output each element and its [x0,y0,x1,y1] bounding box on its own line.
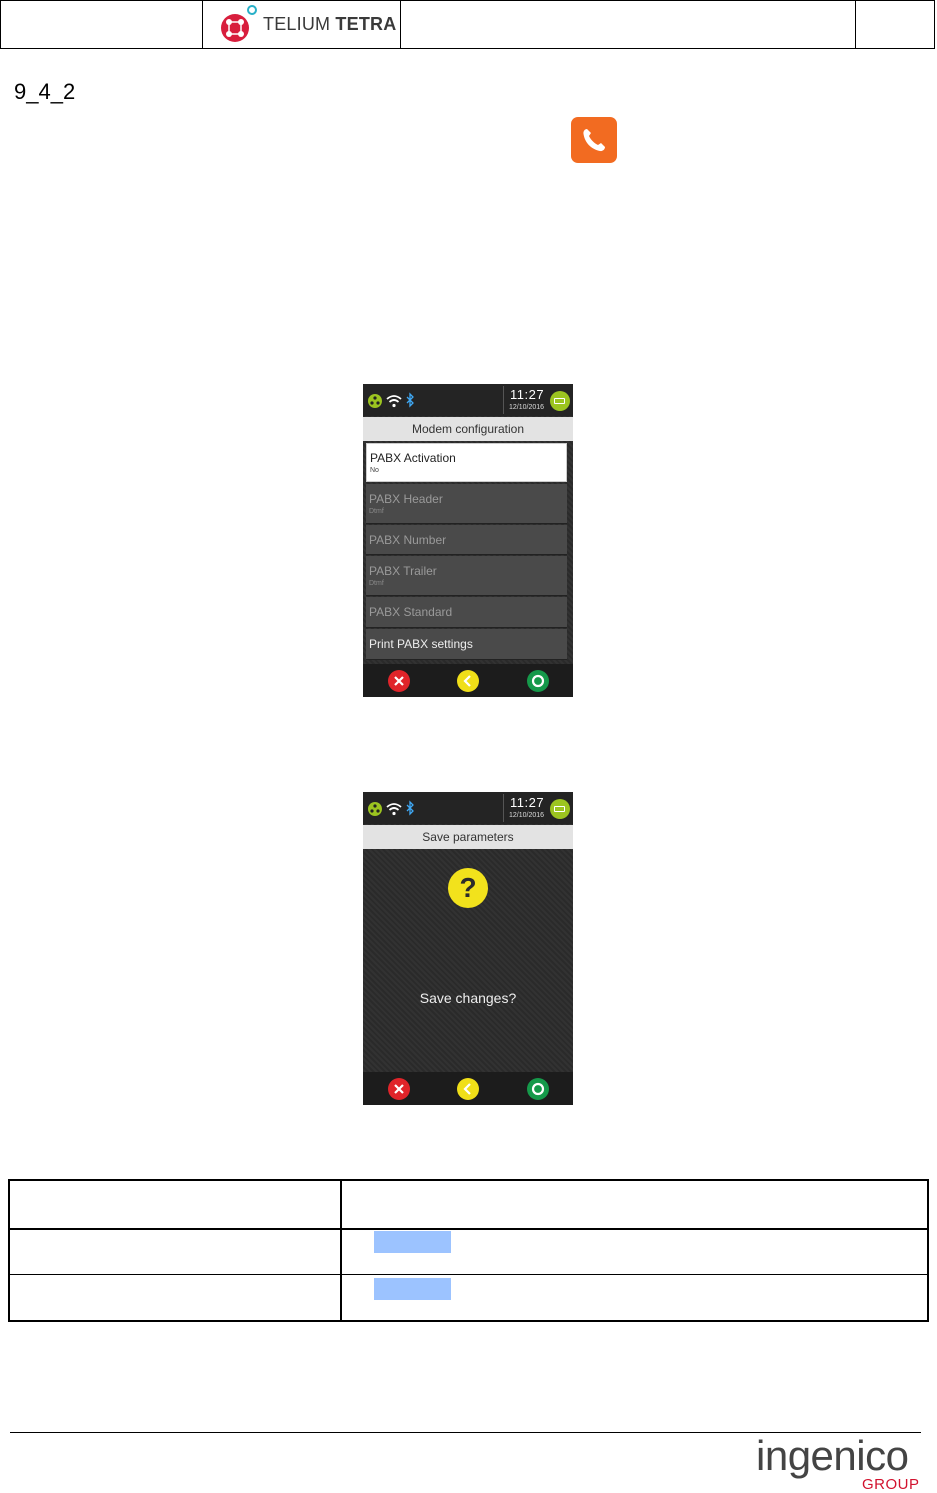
terminal-screen-modem-config [363,384,573,697]
menu-item-pabx-number[interactable] [366,525,567,555]
menu-item-label: PABX Header [369,492,443,506]
close-icon [388,1078,410,1100]
menu-item-label: PABX Trailer [369,564,437,578]
cancel-button[interactable] [388,1078,410,1100]
screen-title: Modem configuration [363,417,573,441]
close-icon [388,670,410,692]
nav-bar [363,664,573,697]
status-bar [363,792,573,824]
telium-tetra-logo [215,4,396,44]
document-header [0,0,935,49]
menu-item-label: PABX Standard [369,605,453,619]
screen-title: Save parameters [363,825,573,849]
cancel-button[interactable] [388,670,410,692]
table-row-divider [10,1274,927,1275]
battery-icon [550,391,570,411]
back-button[interactable] [457,670,479,692]
menu-item-pabx-trailer[interactable] [366,556,567,596]
menu-item-value: No [370,467,379,474]
logo-text [263,14,396,35]
menu-item-pabx-standard[interactable] [366,597,567,628]
chevron-left-icon [457,1078,479,1100]
ok-button[interactable] [527,670,549,692]
header-cell-title [401,1,856,48]
date-label: 12/10/2016 [509,812,545,819]
ok-button[interactable] [527,1078,549,1100]
ingenico-logo-text: ingenico [756,1432,909,1479]
clock [503,386,550,414]
back-button[interactable] [457,1078,479,1100]
header-cell-logo [203,1,401,48]
menu-item-pabx-activation[interactable] [366,443,567,482]
menu-item-value: Dtmf [369,580,384,587]
table-header-divider [10,1228,927,1230]
table-highlight-row-2 [374,1278,451,1300]
menu-item-value: Dtmf [369,508,384,515]
status-bar [363,384,573,416]
header-cell-left [1,1,203,48]
time-label: 11:27 [510,387,545,402]
telium-logo-icon [215,4,259,44]
header-cell-page [856,1,934,48]
table-column-divider [340,1181,342,1320]
logo-text-light: TELIUM [263,13,336,34]
nav-bar [363,1072,573,1105]
ok-circle-icon [527,670,549,692]
phone-icon [571,117,617,163]
ok-circle-icon [527,1078,549,1100]
section-number: 9_4_2 [14,79,76,104]
question-icon: ? [448,868,488,908]
table-highlight-row-1 [374,1231,451,1253]
menu-item-label: Print PABX settings [369,637,473,651]
parameter-table [8,1179,929,1322]
chevron-left-icon [457,670,479,692]
menu-item-print-pabx-settings[interactable] [366,629,567,660]
menu-item-label: PABX Number [369,533,447,547]
terminal-screen-save-parameters [363,792,573,1105]
group-logo-text: GROUP [862,1476,920,1493]
menu-item-label: PABX Activation [370,451,456,465]
date-label: 12/10/2016 [509,404,545,411]
time-label: 11:27 [510,795,545,810]
menu-item-pabx-header[interactable] [366,484,567,524]
save-changes-message: Save changes? [419,990,517,1006]
status-icons [366,800,420,818]
battery-icon [550,799,570,819]
status-icons [366,392,420,410]
clock [503,794,550,822]
logo-text-bold: TETRA [335,13,397,34]
